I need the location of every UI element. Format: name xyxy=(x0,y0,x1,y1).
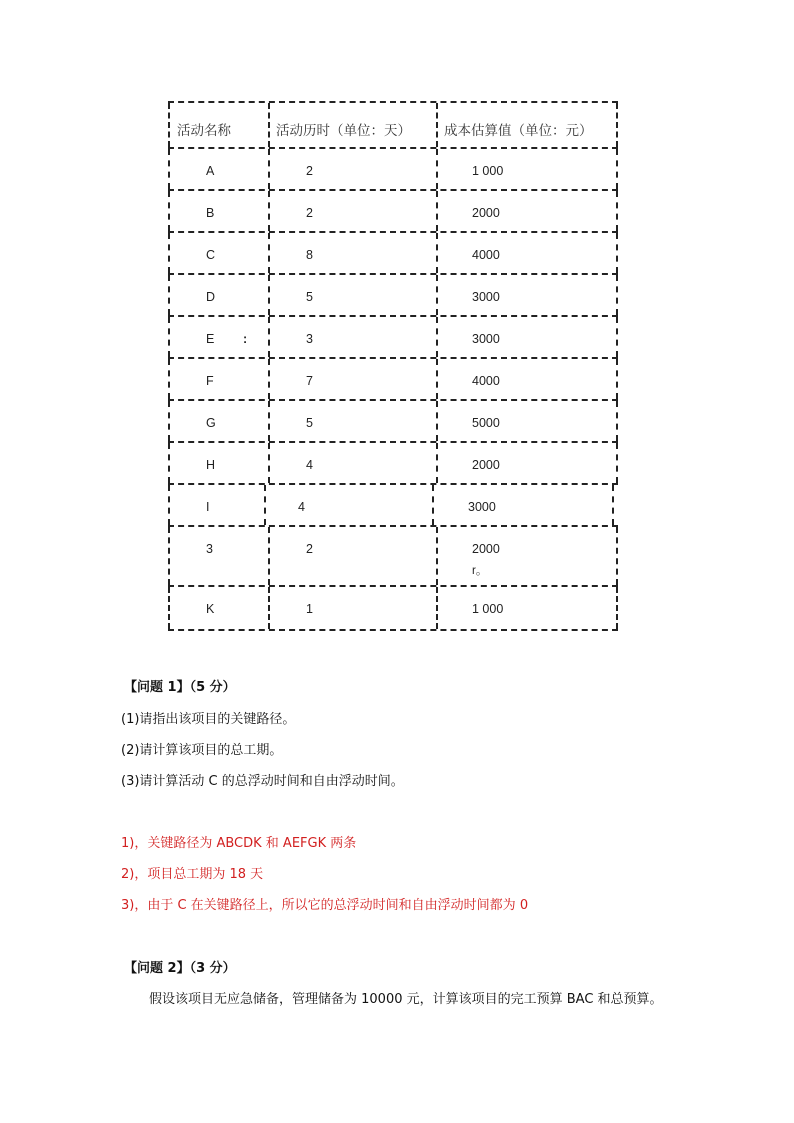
cell-cost: 2000 xyxy=(472,458,500,472)
cell-note: r。 xyxy=(472,565,488,577)
cell-cost: 3000 xyxy=(468,500,496,514)
question-1-item: (3)请计算活动 C 的总浮动时间和自由浮动时间。 xyxy=(121,774,404,789)
cell-name: K xyxy=(206,602,215,616)
table-row xyxy=(168,357,618,399)
cell-name: 3 xyxy=(206,542,213,556)
question-2-title: 【问题 2】（3 分） xyxy=(124,961,236,976)
cell-cost: 3000 xyxy=(472,290,500,304)
cell-name: H xyxy=(206,458,216,472)
cell-cost: 2000 xyxy=(472,206,500,220)
cell-duration: 5 xyxy=(306,290,313,304)
cell-duration: 2 xyxy=(306,164,313,178)
table-row xyxy=(168,399,618,441)
cell-cost: 4000 xyxy=(472,248,500,262)
table-row xyxy=(168,483,618,525)
cell-duration: 7 xyxy=(306,374,313,388)
table-row xyxy=(168,525,618,585)
answer-2: 2)，项目总工期为 18 天 xyxy=(121,867,264,882)
cell-duration: 2 xyxy=(306,542,313,556)
table-row xyxy=(168,441,618,483)
cell-duration: 2 xyxy=(306,206,313,220)
cell-duration: 4 xyxy=(298,500,305,514)
cell-duration: 4 xyxy=(306,458,313,472)
cell-duration: 5 xyxy=(306,416,313,430)
header-activity-name: 活动名称 xyxy=(177,123,231,139)
table-row xyxy=(168,189,618,231)
cell-duration: 3 xyxy=(306,332,313,346)
table-row xyxy=(168,231,618,273)
question-2-body: 假设该项目无应急储备，管理储备为 10000 元，计算该项目的完工预算 BAC 和总预算。 xyxy=(149,992,663,1007)
cell-name: B xyxy=(206,206,215,220)
cell-name: I xyxy=(206,500,210,514)
header-cost: 成本估算值（单位：元） xyxy=(444,123,593,139)
question-1-item: (1)请指出该项目的关键路径。 xyxy=(121,712,296,727)
cell-name: C xyxy=(206,248,216,262)
cell-duration: 1 xyxy=(306,602,313,616)
table-header-row xyxy=(168,101,618,147)
header-duration: 活动历时（单位：天） xyxy=(276,123,411,139)
cell-cost: 1 000 xyxy=(472,602,504,616)
cell-cost: 1 000 xyxy=(472,164,504,178)
table-row xyxy=(168,585,618,631)
table-row xyxy=(168,315,618,357)
cell-name: D xyxy=(206,290,216,304)
cell-name: F xyxy=(206,374,214,388)
answer-1: 1)，关键路径为 ABCDK 和 AEFGK 两条 xyxy=(121,836,357,851)
cell-mark: : xyxy=(243,332,248,346)
cell-cost: 2000 xyxy=(472,542,500,556)
cell-name: A xyxy=(206,164,215,178)
cell-cost: 5000 xyxy=(472,416,500,430)
table-row xyxy=(168,147,618,189)
cell-name: G xyxy=(206,416,216,430)
table-row xyxy=(168,273,618,315)
cell-name: E xyxy=(206,332,215,346)
question-1-item: (2)请计算该项目的总工期。 xyxy=(121,743,283,758)
activity-table xyxy=(168,101,618,631)
cell-cost: 4000 xyxy=(472,374,500,388)
cell-duration: 8 xyxy=(306,248,313,262)
question-1-title: 【问题 1】（5 分） xyxy=(124,680,236,695)
cell-cost: 3000 xyxy=(472,332,500,346)
answer-3: 3)，由于 C 在关键路径上，所以它的总浮动时间和自由浮动时间都为 0 xyxy=(121,898,529,913)
